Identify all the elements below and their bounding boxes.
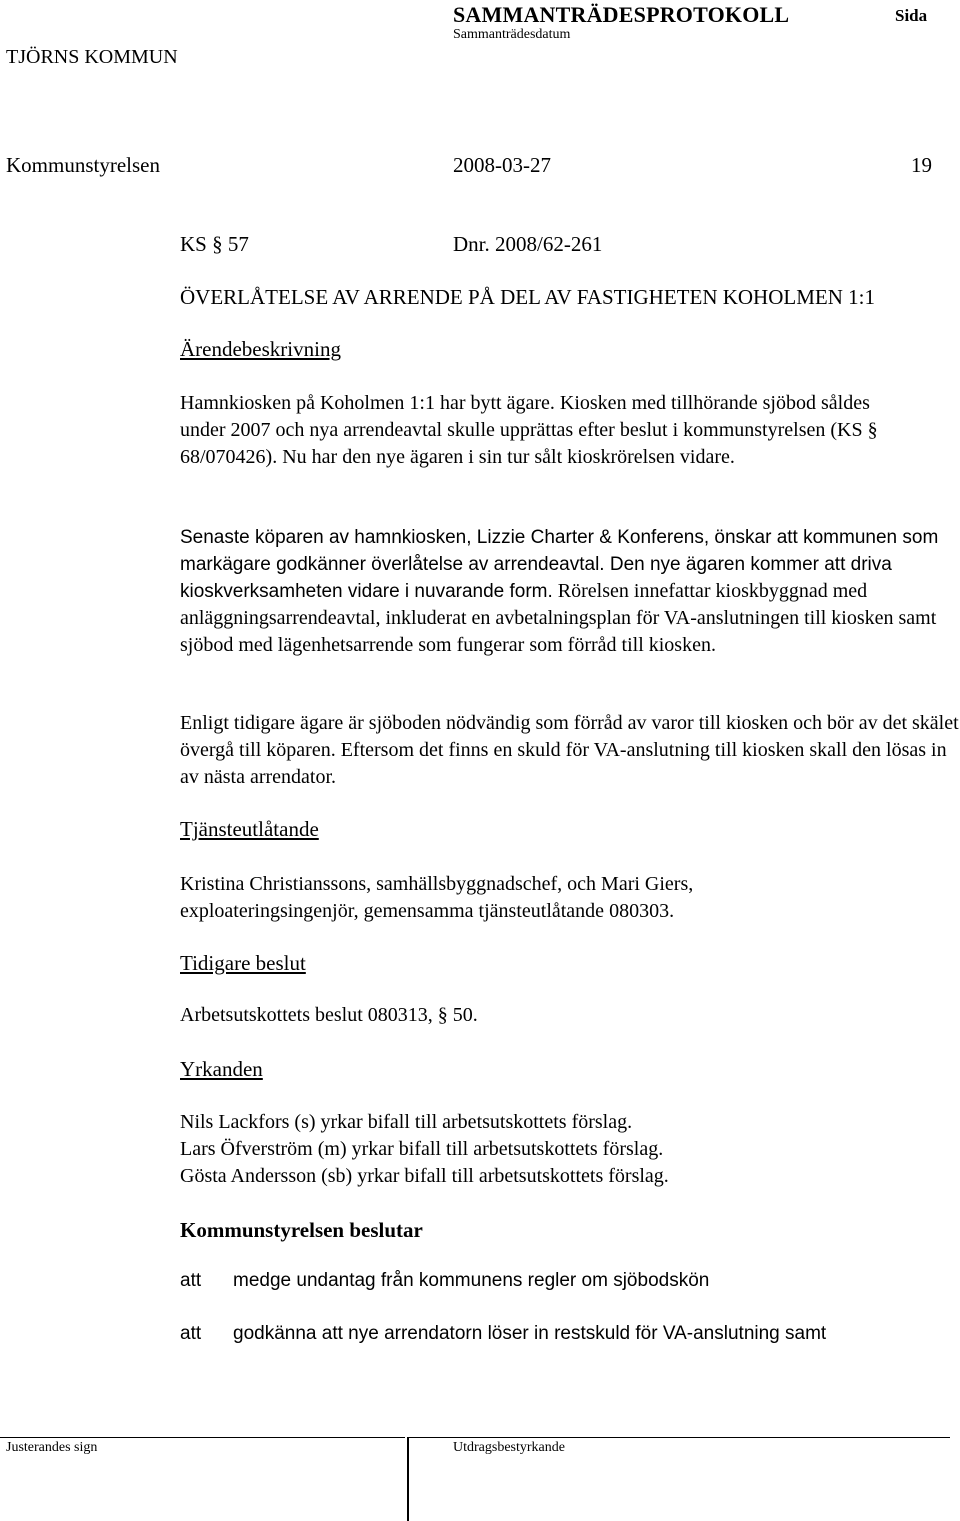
previous-decision-heading: Tidigare beslut [180, 951, 306, 975]
organization-name: TJÖRNS KOMMUN [6, 46, 178, 68]
footer-rule-right [409, 1437, 950, 1438]
decision-item-text: godkänna att nye arrendatorn löser in restskuld för VA-anslutning samt [233, 1323, 827, 1344]
decision-heading: Kommunstyrelsen beslutar [180, 1218, 423, 1242]
decision-item-prefix: att [180, 1323, 202, 1344]
case-dnr: Dnr. 2008/62-261 [453, 232, 603, 256]
description-paragraph-2-part-c: Rörelsen innefattar kioskbyggnad med anläggningsarrendeavtal, inkluderat en avbetalningsplan för VA-anslutningen till kiosken samt sjöbod med lägenhetsarrende som fungerar som förråd till kiosken. [180, 580, 937, 656]
description-paragraph-3: Enligt tidigare ägare är sjöboden nödvändig som förråd av varor till kiosken och bör av det skälet övergå till köparen. Eftersom det finns en skuld för VA-anslutning till kiosken skall den lösas in av nästa arrendator. [180, 712, 959, 788]
description-paragraph-2-part-b: Den nye ägaren kommer att driva kioskverksamheten vidare i nuvarande form. [180, 554, 892, 602]
meeting-date-label: Sammanträdesdatum [453, 27, 571, 42]
footer-signature-label: Justerandes sign [6, 1440, 98, 1455]
description-heading: Ärendebeskrivning [180, 337, 341, 361]
description-paragraph-1: Hamnkiosken på Koholmen 1:1 har bytt ägare. Kiosken med tillhörande sjöbod såldes under 2007 och nya arrendeavtal skulle upprättas efter beslut i kommunstyrelsen (KS § 68/070426). Nu har den nye ägaren i sin tur sålt kioskrörelsen vidare. [180, 392, 878, 468]
session-page-number: 19 [911, 153, 932, 177]
footer-separator [407, 1437, 409, 1521]
motion-line: Lars Öfverström (m) yrkar bifall till arbetsutskottets förslag. [180, 1138, 664, 1160]
session-body: Kommunstyrelsen [6, 153, 160, 177]
decision-item-prefix: att [180, 1270, 202, 1291]
description-paragraph-2-part-a: Senaste köparen av hamnkiosken, Lizzie Charter & Konferens, önskar att kommunen som markägare godkänner överlåtelse av arrendeavtal. [180, 527, 939, 575]
previous-decision-text: Arbetsutskottets beslut 080313, § 50. [180, 1004, 478, 1026]
session-date: 2008-03-27 [453, 153, 551, 177]
case-number: KS § 57 [180, 232, 249, 256]
page-label: Sida [895, 6, 928, 25]
description-paragraph-2 [180, 524, 960, 659]
footer-rule-left [0, 1437, 405, 1438]
footer-certification-label: Utdragsbestyrkande [453, 1440, 565, 1455]
statement-text: Kristina Christianssons, samhällsbyggnadschef, och Mari Giers, exploateringsingenjör, gemensamma tjänsteutlåtande 080303. [180, 873, 694, 922]
statement-heading: Tjänsteutlåtande [180, 817, 319, 841]
motion-line: Nils Lackfors (s) yrkar bifall till arbetsutskottets förslag. [180, 1111, 633, 1133]
motion-line: Gösta Andersson (sb) yrkar bifall till arbetsutskottets förslag. [180, 1165, 669, 1187]
decision-item-text: medge undantag från kommunens regler om sjöbodskön [233, 1270, 710, 1291]
case-title: ÖVERLÅTELSE AV ARRENDE PÅ DEL AV FASTIGHETEN KOHOLMEN 1:1 [180, 285, 875, 309]
protocol-title: SAMMANTRÄDESPROTOKOLL [453, 2, 790, 27]
motions-heading: Yrkanden [180, 1057, 263, 1081]
